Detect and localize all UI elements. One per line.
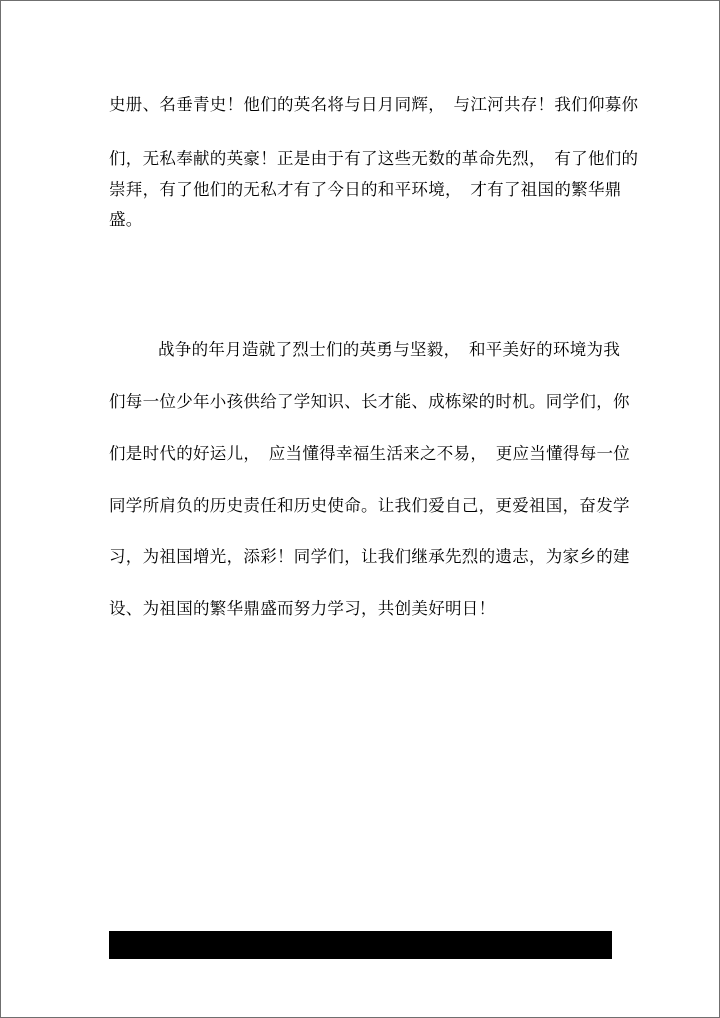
paragraph-2-line-4: 同学所肩负的历史责任和历史使命。让我们爱自己，更爱祖国，奋发学 <box>109 496 630 515</box>
paragraph-1-line-2: 们，无私奉献的英豪！正是由于有了这些无数的革命先烈， 有了他们的 <box>109 149 639 168</box>
paragraph-2-line-3: 们是时代的好运儿， 应当懂得幸福生活来之不易， 更应当懂得每一位 <box>109 444 631 463</box>
paragraph-1-line-4: 盛。 <box>109 210 143 229</box>
footer-bar <box>109 931 612 959</box>
paragraph-1-line-3: 崇拜，有了他们的无私才有了今日的和平环境， 才有了祖国的繁华鼎 <box>109 180 622 199</box>
paragraph-1-line-1: 史册、名垂青史！他们的英名将与日月同辉， 与江河共存！我们仰募你 <box>109 95 639 114</box>
paragraph-2-line-2: 们每一位少年小孩供给了学知识、长才能、成栋梁的时机。同学们，你 <box>109 392 630 411</box>
paragraph-2-line-6: 设、为祖国的繁华鼎盛而努力学习，共创美好明日！ <box>109 599 496 618</box>
paragraph-2-line-1: 战争的年月造就了烈士们的英勇与坚毅， 和平美好的环境为我 <box>158 340 621 359</box>
paragraph-2-line-5: 习，为祖国增光，添彩！同学们，让我们继承先烈的遗志，为家乡的建 <box>109 547 630 566</box>
